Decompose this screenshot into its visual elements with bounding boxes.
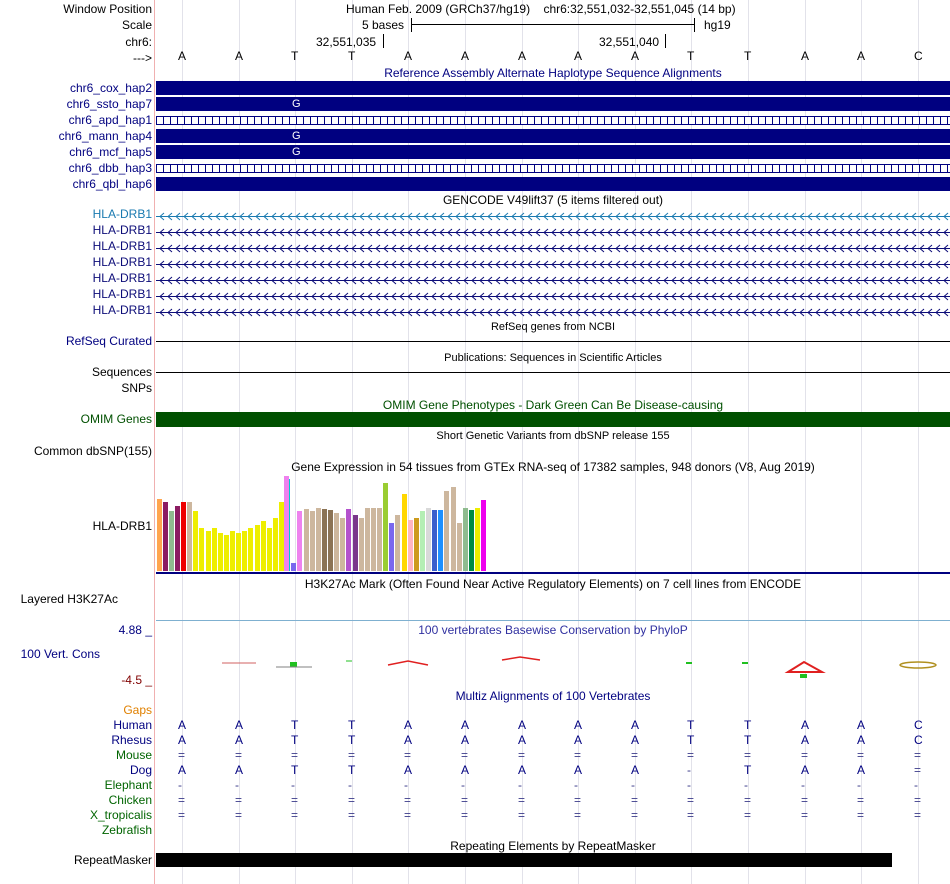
cons-mark xyxy=(686,662,692,664)
cons-mark xyxy=(388,661,428,665)
multiz-base: A xyxy=(518,733,527,747)
multiz-base: = xyxy=(404,748,412,762)
multiz-base: = xyxy=(744,793,752,807)
alt-haplotype-bar[interactable] xyxy=(156,97,950,111)
gtex-bar xyxy=(395,515,400,571)
alt-haplotype-bar-hatched[interactable] xyxy=(156,116,950,125)
multiz-base: A xyxy=(461,718,470,732)
gtex-bar xyxy=(402,494,407,571)
gtex-chart[interactable] xyxy=(156,475,950,572)
multiz-base: = xyxy=(801,748,809,762)
gencode-gene-line[interactable] xyxy=(156,306,950,315)
omim-title[interactable]: OMIM Gene Phenotypes - Dark Green Can Be Disease-causing xyxy=(382,398,724,412)
multiz-base: A xyxy=(235,763,244,777)
multiz-base: = xyxy=(178,748,186,762)
base-letter: A xyxy=(574,49,583,63)
alt-haplotype-bar[interactable] xyxy=(156,145,950,159)
multiz-base: - xyxy=(631,778,635,792)
base-letter: A xyxy=(801,49,810,63)
multiz-base: = xyxy=(687,793,695,807)
multiz-base: T xyxy=(348,718,356,732)
gtex-bar xyxy=(457,523,462,571)
base-letter: A xyxy=(518,49,527,63)
multiz-base: = xyxy=(574,748,582,762)
multiz-base: = xyxy=(461,748,469,762)
multiz-base: A xyxy=(857,763,866,777)
multiz-base: - xyxy=(687,763,691,777)
snps-label[interactable]: SNPs xyxy=(121,381,152,395)
multiz-base: - xyxy=(404,778,408,792)
multiz-base: - xyxy=(291,778,295,792)
multiz-base: = xyxy=(461,793,469,807)
gtex-bar xyxy=(420,511,425,571)
multiz-base: A xyxy=(801,763,810,777)
gencode-gene-label[interactable]: HLA-DRB1 xyxy=(92,287,152,301)
gtex-bar xyxy=(224,535,229,571)
multiz-base: A xyxy=(404,733,413,747)
multiz-base: - xyxy=(687,778,691,792)
multiz-species-label[interactable]: Chicken xyxy=(108,793,152,807)
alt-haplotype-bar-hatched[interactable] xyxy=(156,164,950,173)
gencode-title[interactable]: GENCODE V49lift37 (5 items filtered out) xyxy=(442,193,664,207)
multiz-base: = xyxy=(631,748,639,762)
gtex-bar xyxy=(157,499,162,571)
multiz-base: = xyxy=(857,808,865,822)
multiz-base: A xyxy=(857,718,866,732)
multiz-base: = xyxy=(687,808,695,822)
multiz-base: - xyxy=(461,778,465,792)
repeatmasker-bar[interactable] xyxy=(156,853,892,867)
gtex-bars xyxy=(156,475,950,572)
cons-mark xyxy=(742,662,748,664)
multiz-base: - xyxy=(744,778,748,792)
multiz-base: = xyxy=(914,763,922,777)
cons-mark xyxy=(788,662,822,672)
gtex-bar xyxy=(199,528,204,571)
gtex-bar xyxy=(175,506,180,571)
multiz-base: T xyxy=(687,733,695,747)
multiz-base: A xyxy=(574,733,583,747)
multiz-base: A xyxy=(574,763,583,777)
alt-haplotype-label[interactable]: chr6_qbl_hap6 xyxy=(72,177,152,191)
alt-haplotype-mutation: G xyxy=(292,146,301,158)
gtex-bar xyxy=(481,500,486,571)
gaps-label[interactable]: Gaps xyxy=(123,703,152,717)
gtex-bar xyxy=(444,491,449,571)
alt-haplotype-mutation: G xyxy=(292,130,301,142)
multiz-base: - xyxy=(857,778,861,792)
gtex-bar xyxy=(193,511,198,571)
gtex-bar xyxy=(426,508,431,571)
gtex-bar xyxy=(187,502,192,571)
multiz-base: = xyxy=(744,748,752,762)
cons-mark xyxy=(800,674,807,678)
gtex-bar xyxy=(316,508,321,571)
gene-strand-arrows xyxy=(156,292,950,301)
multiz-base: A xyxy=(178,718,187,732)
coord-tick-2 xyxy=(665,34,666,48)
gene-strand-arrows xyxy=(156,244,950,253)
cons-mark xyxy=(290,662,297,667)
alt-haplotype-label[interactable]: chr6_mann_hap4 xyxy=(58,129,152,143)
scale-bar-right-tick xyxy=(694,18,695,32)
repeatmasker-title[interactable]: Repeating Elements by RepeatMasker xyxy=(450,839,656,853)
multiz-base: = xyxy=(631,793,639,807)
multiz-base: = xyxy=(914,793,922,807)
multiz-base: T xyxy=(744,733,752,747)
gtex-bar-outlier xyxy=(284,476,289,571)
gtex-bar xyxy=(353,515,358,571)
multiz-base: = xyxy=(291,793,299,807)
gencode-gene-line[interactable] xyxy=(156,258,950,267)
multiz-base: A xyxy=(404,763,413,777)
base-letter: T xyxy=(687,49,695,63)
gtex-bar xyxy=(322,509,327,571)
multiz-base: = xyxy=(348,808,356,822)
base-letter: A xyxy=(461,49,470,63)
base-letter: C xyxy=(914,49,923,63)
left-divider xyxy=(154,0,155,884)
multiz-base: C xyxy=(914,733,923,747)
refseq-line xyxy=(156,341,950,342)
gene-strand-arrows xyxy=(156,276,950,285)
gene-strand-arrows xyxy=(156,212,950,221)
multiz-base: = xyxy=(687,748,695,762)
refseq-label[interactable]: RefSeq Curated xyxy=(65,334,152,348)
alt-haplotypes-title[interactable]: Reference Assembly Alternate Haplotype Sequence Alignments xyxy=(384,66,722,80)
alt-haplotype-bar[interactable] xyxy=(156,129,950,143)
gene-strand-arrows xyxy=(156,228,950,237)
gtex-bar xyxy=(389,523,394,571)
gtex-bar xyxy=(438,510,443,571)
multiz-base: T xyxy=(348,763,356,777)
gtex-bar xyxy=(408,520,413,571)
dbsnp-title[interactable]: Short Genetic Variants from dbSNP release 155 xyxy=(436,430,670,442)
gtex-bar xyxy=(206,531,211,571)
gtex-bar xyxy=(328,510,333,571)
multiz-species-label[interactable]: Human xyxy=(113,718,152,732)
multiz-base: = xyxy=(744,808,752,822)
cons-mark xyxy=(502,657,540,660)
gtex-bar xyxy=(273,518,278,571)
multiz-base: A xyxy=(801,718,810,732)
base-letter: A xyxy=(178,49,187,63)
gencode-gene-line[interactable] xyxy=(156,210,950,219)
gtex-label[interactable]: HLA-DRB1 xyxy=(92,519,152,533)
gtex-bar xyxy=(218,533,223,571)
gtex-bar xyxy=(242,531,247,571)
gtex-bar xyxy=(414,518,419,571)
base-letter: T xyxy=(291,49,299,63)
gtex-bar xyxy=(334,513,339,571)
multiz-base: = xyxy=(914,808,922,822)
gtex-bar xyxy=(371,508,376,571)
multiz-species-label[interactable]: Mouse xyxy=(115,748,152,762)
gtex-bar xyxy=(169,511,174,571)
multiz-base: T xyxy=(687,718,695,732)
multiz-base: = xyxy=(235,793,243,807)
gtex-bar xyxy=(181,502,186,571)
h3k27ac-label[interactable]: Layered H3K27Ac xyxy=(20,592,118,606)
scale-value: 5 bases xyxy=(362,18,405,32)
conservation-title[interactable]: 100 vertebrates Basewise Conservation by PhyloP xyxy=(418,623,688,637)
gtex-bar xyxy=(291,563,296,571)
multiz-base: T xyxy=(348,733,356,747)
multiz-base: A xyxy=(801,733,810,747)
multiz-base: = xyxy=(348,748,356,762)
multiz-base: - xyxy=(348,778,352,792)
multiz-base: = xyxy=(291,748,299,762)
gencode-gene-line[interactable] xyxy=(156,290,950,299)
strand-label: ---> xyxy=(133,51,152,65)
gtex-bar xyxy=(230,531,235,571)
multiz-species-label[interactable]: Rhesus xyxy=(111,733,152,747)
conservation-ymin: -4.5 _ xyxy=(121,673,152,687)
multiz-base: C xyxy=(914,718,923,732)
gtex-bar xyxy=(475,508,480,571)
gtex-bar xyxy=(248,528,253,571)
gencode-gene-label[interactable]: HLA-DRB1 xyxy=(92,303,152,317)
multiz-species-label[interactable]: X_tropicalis xyxy=(89,808,152,822)
conservation-label[interactable]: 100 Vert. Cons xyxy=(20,647,100,661)
multiz-species-label[interactable]: Dog xyxy=(129,763,152,777)
multiz-base: = xyxy=(235,808,243,822)
publications-label[interactable]: Sequences xyxy=(91,365,152,379)
multiz-base: A xyxy=(631,718,640,732)
scale-bar xyxy=(411,24,694,25)
multiz-base: - xyxy=(801,778,805,792)
scale-assembly: hg19 xyxy=(704,18,731,32)
publications-title[interactable]: Publications: Sequences in Scientific Articles xyxy=(444,352,662,364)
repeatmasker-label[interactable]: RepeatMasker xyxy=(73,853,152,867)
gtex-title[interactable]: Gene Expression in 54 tissues from GTEx RNA-seq of 17382 samples, 948 donors (V8, Aug 2019) xyxy=(291,460,815,474)
multiz-base: = xyxy=(914,748,922,762)
multiz-base: - xyxy=(914,778,918,792)
base-letter: A xyxy=(404,49,413,63)
alt-haplotype-bar[interactable] xyxy=(156,81,950,95)
alt-haplotype-mutation: G xyxy=(292,98,301,110)
gencode-gene-line[interactable] xyxy=(156,242,950,251)
multiz-title[interactable]: Multiz Alignments of 100 Vertebrates xyxy=(455,689,651,703)
omim-bar[interactable] xyxy=(156,412,950,427)
multiz-base: = xyxy=(404,808,412,822)
base-letter: A xyxy=(857,49,866,63)
gtex-bar xyxy=(297,511,302,571)
base-letter: A xyxy=(235,49,244,63)
gtex-bar xyxy=(346,509,351,571)
conservation-ymax: 4.88 _ xyxy=(118,623,152,637)
alt-haplotype-label[interactable]: chr6_mcf_hap5 xyxy=(69,145,152,159)
multiz-base: A xyxy=(518,763,527,777)
alt-haplotype-label[interactable]: chr6_dbb_hap3 xyxy=(68,161,152,175)
multiz-base: T xyxy=(291,763,299,777)
gencode-gene-label[interactable]: HLA-DRB1 xyxy=(92,271,152,285)
multiz-base: = xyxy=(178,808,186,822)
multiz-base: = xyxy=(574,808,582,822)
gtex-bar xyxy=(432,510,437,571)
coord-label-2: 32,551,040 xyxy=(599,35,660,49)
publications-line xyxy=(156,372,950,373)
base-letter: A xyxy=(631,49,640,63)
gtex-bar xyxy=(463,508,468,571)
multiz-species-label[interactable]: Zebrafish xyxy=(101,823,152,837)
h3k27ac-baseline xyxy=(156,620,950,621)
gencode-gene-label[interactable]: HLA-DRB1 xyxy=(92,255,152,269)
multiz-base: = xyxy=(348,793,356,807)
multiz-base: = xyxy=(518,793,526,807)
gtex-bar xyxy=(163,502,168,571)
multiz-base: A xyxy=(574,718,583,732)
gtex-bar xyxy=(365,508,370,571)
window-position-label: Window Position xyxy=(63,2,152,16)
multiz-base: = xyxy=(631,808,639,822)
h3k27ac-title[interactable]: H3K27Ac Mark (Often Found Near Active Regulatory Elements) on 7 cell lines from ENCODE xyxy=(304,577,802,591)
gtex-bar xyxy=(469,510,474,571)
multiz-base: - xyxy=(574,778,578,792)
multiz-base: A xyxy=(518,718,527,732)
base-letter: T xyxy=(744,49,752,63)
gencode-gene-line[interactable] xyxy=(156,274,950,283)
multiz-base: = xyxy=(291,808,299,822)
gencode-gene-label[interactable]: HLA-DRB1 xyxy=(92,239,152,253)
gencode-gene-label[interactable]: HLA-DRB1 xyxy=(92,207,152,221)
multiz-base: A xyxy=(461,763,470,777)
coord-tick-1 xyxy=(383,34,384,48)
dbsnp-label[interactable]: Common dbSNP(155) xyxy=(33,444,152,458)
chrom-label: chr6: xyxy=(125,35,152,49)
base-letter: T xyxy=(348,49,356,63)
gtex-bar xyxy=(267,528,272,571)
multiz-base: = xyxy=(801,793,809,807)
refseq-title[interactable]: RefSeq genes from NCBI xyxy=(490,321,616,333)
multiz-base: = xyxy=(235,748,243,762)
scale-bar-left-tick xyxy=(411,18,412,32)
multiz-base: = xyxy=(857,748,865,762)
gtex-bar xyxy=(304,509,309,571)
multiz-base: A xyxy=(404,718,413,732)
coord-label-1: 32,551,035 xyxy=(316,35,377,49)
gtex-bar xyxy=(261,521,266,571)
alt-haplotype-label[interactable]: chr6_ssto_hap7 xyxy=(66,97,152,111)
gtex-bar xyxy=(383,483,388,571)
multiz-base: = xyxy=(518,808,526,822)
multiz-base: A xyxy=(235,733,244,747)
multiz-base: T xyxy=(744,718,752,732)
scale-label: Scale xyxy=(121,18,152,32)
multiz-base: T xyxy=(291,733,299,747)
multiz-base: A xyxy=(178,733,187,747)
multiz-base: A xyxy=(461,733,470,747)
multiz-base: A xyxy=(857,733,866,747)
multiz-base: - xyxy=(178,778,182,792)
alt-haplotype-bar[interactable] xyxy=(156,177,950,191)
alt-haplotype-label[interactable]: chr6_apd_hap1 xyxy=(68,113,152,127)
multiz-base: - xyxy=(518,778,522,792)
multiz-base: T xyxy=(291,718,299,732)
gencode-gene-line[interactable] xyxy=(156,226,950,235)
gtex-bar xyxy=(310,511,315,571)
multiz-base: A xyxy=(235,718,244,732)
multiz-base: T xyxy=(744,763,752,777)
gtex-bar xyxy=(279,502,284,571)
multiz-base: = xyxy=(518,748,526,762)
gene-strand-arrows xyxy=(156,308,950,317)
gtex-bar xyxy=(451,487,456,571)
multiz-base: A xyxy=(178,763,187,777)
multiz-species-label[interactable]: Elephant xyxy=(104,778,152,792)
multiz-base: = xyxy=(857,793,865,807)
gtex-bar xyxy=(255,525,260,571)
cons-mark xyxy=(900,662,936,668)
multiz-base: A xyxy=(631,763,640,777)
gtex-bar xyxy=(359,518,364,571)
multiz-base: = xyxy=(178,793,186,807)
gtex-bar xyxy=(212,528,217,571)
multiz-base: = xyxy=(801,808,809,822)
window-position-value: Human Feb. 2009 (GRCh37/hg19) chr6:32,551,032-32,551,045 (14 bp) xyxy=(346,2,736,16)
alt-haplotype-label[interactable]: chr6_cox_hap2 xyxy=(69,81,152,95)
gtex-bar xyxy=(377,508,382,571)
gtex-baseline xyxy=(156,572,950,574)
gtex-bar xyxy=(340,518,345,571)
multiz-base: = xyxy=(574,793,582,807)
conservation-plot xyxy=(156,648,950,682)
gene-strand-arrows xyxy=(156,260,950,269)
omim-label[interactable]: OMIM Genes xyxy=(80,412,152,426)
multiz-base: = xyxy=(404,793,412,807)
multiz-base: A xyxy=(631,733,640,747)
gencode-gene-label[interactable]: HLA-DRB1 xyxy=(92,223,152,237)
multiz-base: = xyxy=(461,808,469,822)
multiz-base: - xyxy=(235,778,239,792)
gtex-bar xyxy=(236,533,241,571)
